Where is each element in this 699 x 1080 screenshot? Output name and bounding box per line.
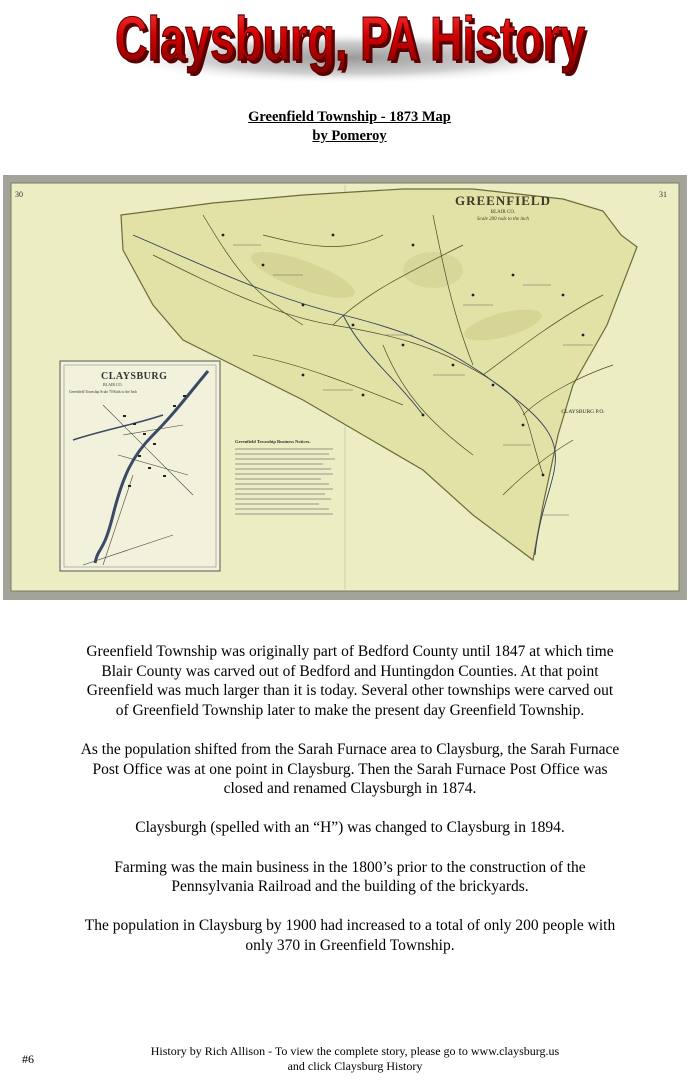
page-subtitle — [0, 108, 699, 146]
banner-title-shadow: Claysburg, PA History — [118, 8, 589, 77]
inset-title: CLAYSBURG — [101, 371, 168, 382]
directory-title: Greenfield Township Business Notices. — [235, 439, 311, 444]
page-footer — [120, 1044, 590, 1074]
site-banner — [90, 0, 610, 88]
page-number: #6 — [22, 1052, 34, 1066]
subtitle-line-1: Greenfield Township - 1873 Map — [248, 109, 451, 125]
map-main-title: GREENFIELD — [455, 193, 551, 208]
history-body — [80, 642, 620, 975]
map-main-subtitle: BLAIR CO. — [490, 210, 516, 215]
paragraph-4: Farming was the main business in the 1800’s prior to the construction of the Pennsylvania Railroad and the building of the brickyards. — [114, 858, 586, 896]
map-main-scale: Scale 200 rods to the inch — [477, 217, 529, 222]
paragraph-5: The population in Claysburg by 1900 had increased to a total of only 200 people with only 370 in Greenfield Township. — [84, 917, 616, 954]
paragraph-2: As the population shifted from the Sarah Furnace area to Claysburg, the Sarah Furnace Post Office was at one point in Claysburg. Then the Sarah Furnace Post Office was closed and renamed Claysburgh in 1874. — [80, 740, 620, 798]
map-town-label: CLAYSBURG P.O. — [561, 409, 605, 415]
footer-line-2: and click Claysburg History — [287, 1059, 423, 1073]
subtitle-line-2: by Pomeroy — [312, 128, 387, 144]
paragraph-3: Claysburgh (spelled with an “H”) was changed to Claysburg in 1894. — [135, 819, 565, 837]
footer-line-1: History by Rich Allison - To view the complete story, please go to www.claysburg.us — [150, 1044, 560, 1058]
historic-map-photo — [3, 175, 687, 600]
inset-claysburg-map — [60, 361, 220, 571]
map-page-left: 30 — [15, 190, 23, 199]
map-page-right: 31 — [659, 190, 667, 199]
paragraph-1: Greenfield Township was originally part of Bedford County until 1847 at which time Blair County was carved out of Bedford and Huntingdon Counties. At that point Greenfield was much larger than it is today. Several other townships were carved out of Greenfield Township later to make the present day Greenfield Township. — [86, 643, 614, 719]
banner-title: Claysburg, PA History — [115, 5, 586, 74]
banner-graphic — [90, 0, 610, 88]
inset-subtitle: BLAIR CO. — [103, 382, 123, 387]
inset-scale: Greenfield Township Scale 70 Rods to the Inch — [69, 390, 138, 394]
